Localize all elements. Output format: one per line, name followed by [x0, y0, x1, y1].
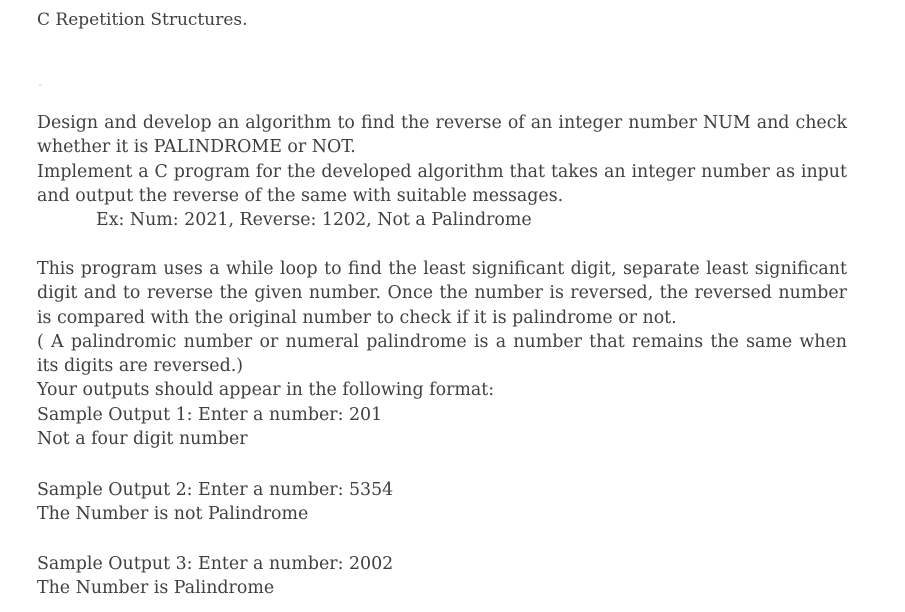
- sample-3-result: The Number is Palindrome: [37, 578, 275, 599]
- sample-2-section: [37, 478, 847, 527]
- task-paragraph-1: Design and develop an algorithm to find the reverse of an integer number NUM and check whether it is PALINDROME or NOT.: [37, 113, 847, 158]
- document-heading: C Repetition Structures.: [37, 10, 248, 30]
- sample-2-prompt: Sample Output 2: Enter a number: 5354: [37, 480, 394, 500]
- sample-3-prompt: Sample Output 3: Enter a number: 2002: [37, 554, 394, 574]
- description-paragraph-1: This program uses a while loop to find the least significant digit, separate least significant digit and to reverse the given number. Once the number is reversed, the reversed number is compared with the original number to check if it is palindrome or not.: [37, 259, 847, 328]
- sample-2-result: The Number is not Palindrome: [37, 504, 309, 525]
- sample-3-section: [37, 552, 847, 601]
- sample-1-prompt: Sample Output 1: Enter a number: 201: [37, 404, 383, 425]
- sample-1-result: Not a four digit number: [37, 429, 248, 450]
- description-section: [37, 257, 847, 451]
- task-section: [37, 111, 847, 232]
- task-example: Ex: Num: 2021, Reverse: 1202, Not a Palindrome: [96, 210, 532, 231]
- description-paragraph-2: ( A palindromic number or numeral palindrome is a number that remains the same when its digits are reversed.): [37, 331, 847, 377]
- faint-mark: [39, 84, 42, 86]
- format-intro: Your outputs should appear in the following format:: [37, 380, 495, 401]
- task-paragraph-2: Implement a C program for the developed algorithm that takes an integer number as input and output the reverse of the same with suitable messages.: [37, 161, 847, 206]
